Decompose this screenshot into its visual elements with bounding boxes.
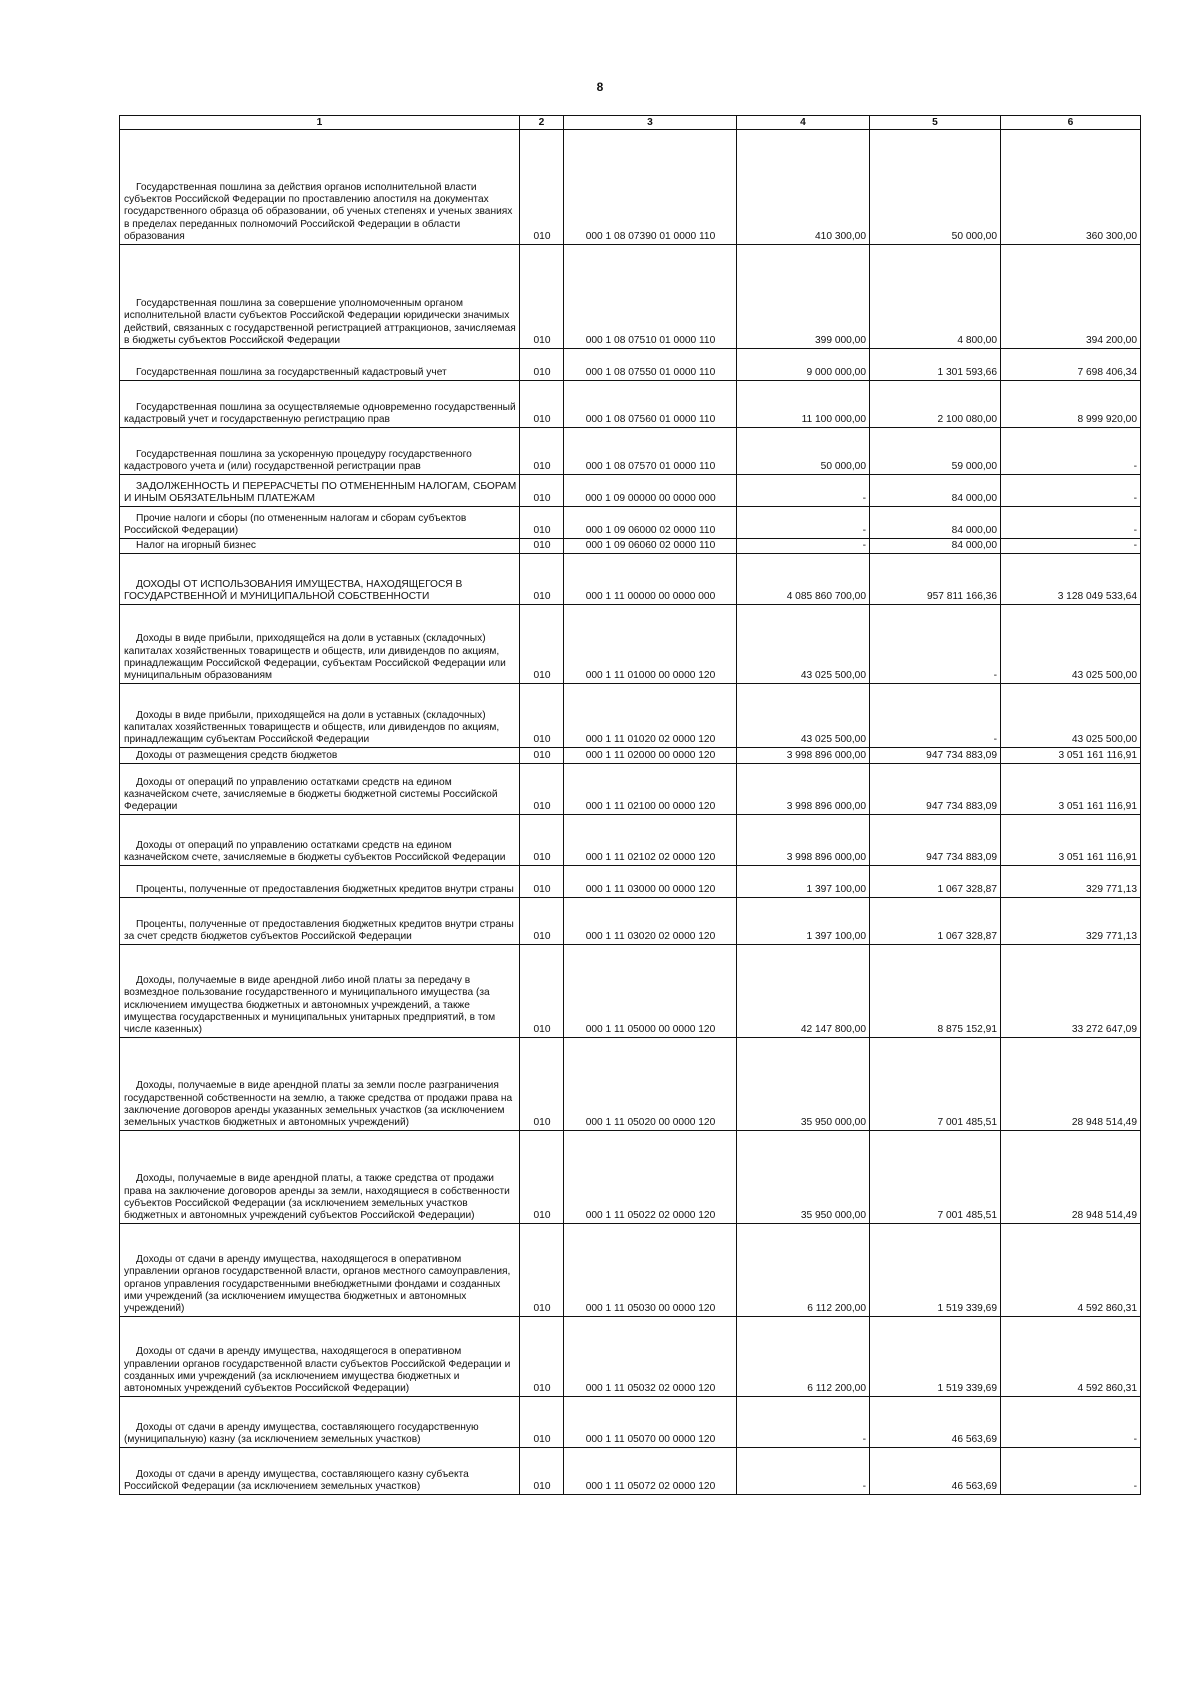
row-executed: 947 734 883,09 xyxy=(870,748,1001,764)
table-row xyxy=(120,507,1141,539)
row-executed: 59 000,00 xyxy=(870,428,1001,475)
row-executed: 957 811 166,36 xyxy=(870,554,1001,605)
table-row xyxy=(120,1224,1141,1317)
row-remaining: 33 272 647,09 xyxy=(1001,945,1141,1038)
row-approved: 6 112 200,00 xyxy=(737,1224,870,1317)
table-row xyxy=(120,1448,1141,1495)
table-row xyxy=(120,815,1141,866)
row-remaining: - xyxy=(1001,507,1141,539)
row-approved: 3 998 896 000,00 xyxy=(737,815,870,866)
row-approved: 4 085 860 700,00 xyxy=(737,554,870,605)
row-approved: 50 000,00 xyxy=(737,428,870,475)
row-executed: 4 800,00 xyxy=(870,245,1001,349)
row-line-code: 010 xyxy=(520,898,564,945)
row-name: ЗАДОЛЖЕННОСТЬ И ПЕРЕРАСЧЕТЫ ПО ОТМЕНЕННЫМ НАЛОГАМ, СБОРАМ И ИНЫМ ОБЯЗАТЕЛЬНЫМ ПЛАТЕЖАМ xyxy=(120,475,520,507)
header-row xyxy=(120,116,1141,130)
column-header: 5 xyxy=(870,116,1001,130)
table-row xyxy=(120,898,1141,945)
table-row xyxy=(120,1131,1141,1224)
row-name: Проценты, полученные от предоставления бюджетных кредитов внутри страны за счет средств бюджетов субъектов Российской Федерации xyxy=(120,898,520,945)
row-line-code: 010 xyxy=(520,507,564,539)
row-approved: 35 950 000,00 xyxy=(737,1038,870,1131)
table-row xyxy=(120,554,1141,605)
row-executed: 1 301 593,66 xyxy=(870,349,1001,381)
row-budget-code: 000 1 08 07550 01 0000 110 xyxy=(564,349,737,381)
row-budget-code: 000 1 11 05020 00 0000 120 xyxy=(564,1038,737,1131)
row-name: Доходы в виде прибыли, приходящейся на доли в уставных (складочных) капиталах хозяйственных товариществ и обществ, или дивидендов по акциям, принадлежащим субъектам Российской Федерации xyxy=(120,684,520,748)
row-remaining: - xyxy=(1001,539,1141,554)
row-line-code: 010 xyxy=(520,1317,564,1397)
column-header: 1 xyxy=(120,116,520,130)
row-budget-code: 000 1 09 00000 00 0000 000 xyxy=(564,475,737,507)
table-row xyxy=(120,764,1141,815)
revenue-table xyxy=(119,115,1141,1495)
row-executed: 1 067 328,87 xyxy=(870,866,1001,898)
row-approved: 43 025 500,00 xyxy=(737,605,870,684)
row-approved: 43 025 500,00 xyxy=(737,684,870,748)
row-remaining: 28 948 514,49 xyxy=(1001,1038,1141,1131)
row-name: Доходы от операций по управлению остатками средств на едином казначейском счете, зачисляемые в бюджеты бюджетной системы Российской Федерации xyxy=(120,764,520,815)
row-executed: 947 734 883,09 xyxy=(870,764,1001,815)
row-executed: 1 067 328,87 xyxy=(870,898,1001,945)
row-approved: 3 998 896 000,00 xyxy=(737,748,870,764)
column-header: 4 xyxy=(737,116,870,130)
row-name: Доходы, получаемые в виде арендной либо иной платы за передачу в возмездное пользование государственного и муниципального имущества (за исключением имущества бюджетных и автономных учреждений, а также имущества государственных и муниципальных унитарных предприятий, в том числе казенных) xyxy=(120,945,520,1038)
table-row xyxy=(120,748,1141,764)
table-row xyxy=(120,866,1141,898)
row-budget-code: 000 1 11 03000 00 0000 120 xyxy=(564,866,737,898)
row-approved: 11 100 000,00 xyxy=(737,381,870,428)
row-budget-code: 000 1 08 07570 01 0000 110 xyxy=(564,428,737,475)
row-approved: - xyxy=(737,1397,870,1448)
row-executed: - xyxy=(870,684,1001,748)
row-line-code: 010 xyxy=(520,684,564,748)
table-row xyxy=(120,245,1141,349)
row-approved: 399 000,00 xyxy=(737,245,870,349)
row-line-code: 010 xyxy=(520,428,564,475)
row-approved: - xyxy=(737,1448,870,1495)
row-remaining: 7 698 406,34 xyxy=(1001,349,1141,381)
row-budget-code: 000 1 11 05072 02 0000 120 xyxy=(564,1448,737,1495)
row-remaining: 28 948 514,49 xyxy=(1001,1131,1141,1224)
row-budget-code: 000 1 11 02102 02 0000 120 xyxy=(564,815,737,866)
row-line-code: 010 xyxy=(520,475,564,507)
row-executed: 947 734 883,09 xyxy=(870,815,1001,866)
row-line-code: 010 xyxy=(520,605,564,684)
row-name: Доходы от сдачи в аренду имущества, находящегося в оперативном управлении органов государственной власти, органов местного самоуправления, органов управления государственными внебюджетными фондами и созданных ими учреждений (за исключением имущества бюджетных и автономных учреждений) xyxy=(120,1224,520,1317)
row-budget-code: 000 1 08 07560 01 0000 110 xyxy=(564,381,737,428)
row-name: Прочие налоги и сборы (по отмененным налогам и сборам субъектов Российской Федерации) xyxy=(120,507,520,539)
row-approved: 410 300,00 xyxy=(737,130,870,245)
row-budget-code: 000 1 11 05000 00 0000 120 xyxy=(564,945,737,1038)
row-name: Государственная пошлина за осуществляемые одновременно государственный кадастровый учет и государственную регистрацию прав xyxy=(120,381,520,428)
row-executed: 8 875 152,91 xyxy=(870,945,1001,1038)
row-approved: 1 397 100,00 xyxy=(737,866,870,898)
row-remaining: 394 200,00 xyxy=(1001,245,1141,349)
row-line-code: 010 xyxy=(520,815,564,866)
column-header: 3 xyxy=(564,116,737,130)
table-row xyxy=(120,381,1141,428)
row-remaining: 329 771,13 xyxy=(1001,866,1141,898)
row-remaining: 329 771,13 xyxy=(1001,898,1141,945)
row-remaining: - xyxy=(1001,475,1141,507)
row-approved: 35 950 000,00 xyxy=(737,1131,870,1224)
table-row xyxy=(120,605,1141,684)
column-header: 6 xyxy=(1001,116,1141,130)
row-name: Доходы от размещения средств бюджетов xyxy=(120,748,520,764)
table-row xyxy=(120,130,1141,245)
row-name: Доходы от сдачи в аренду имущества, составляющего государственную (муниципальную) казну (за исключением земельных участков) xyxy=(120,1397,520,1448)
row-line-code: 010 xyxy=(520,1397,564,1448)
row-remaining: 3 051 161 116,91 xyxy=(1001,748,1141,764)
row-approved: 3 998 896 000,00 xyxy=(737,764,870,815)
row-name: Доходы, получаемые в виде арендной платы за земли после разграничения государственной собственности на землю, а также средства от продажи права на заключение договоров аренды указанных земельных участков (за исключением земельных участков бюджетных и автономных учреждений) xyxy=(120,1038,520,1131)
row-name: Государственная пошлина за государственный кадастровый учет xyxy=(120,349,520,381)
row-budget-code: 000 1 11 03020 02 0000 120 xyxy=(564,898,737,945)
row-name: Государственная пошлина за ускоренную процедуру государственного кадастрового учета и (или) государственной регистрации прав xyxy=(120,428,520,475)
row-line-code: 010 xyxy=(520,349,564,381)
row-remaining: 43 025 500,00 xyxy=(1001,605,1141,684)
row-remaining: 43 025 500,00 xyxy=(1001,684,1141,748)
row-budget-code: 000 1 11 00000 00 0000 000 xyxy=(564,554,737,605)
row-line-code: 010 xyxy=(520,245,564,349)
row-executed: 1 519 339,69 xyxy=(870,1224,1001,1317)
row-budget-code: 000 1 09 06060 02 0000 110 xyxy=(564,539,737,554)
column-header: 2 xyxy=(520,116,564,130)
table-row xyxy=(120,1397,1141,1448)
row-line-code: 010 xyxy=(520,945,564,1038)
page-number: 8 xyxy=(596,80,604,94)
row-remaining: - xyxy=(1001,428,1141,475)
row-line-code: 010 xyxy=(520,554,564,605)
table-row xyxy=(120,945,1141,1038)
table-row xyxy=(120,428,1141,475)
row-line-code: 010 xyxy=(520,130,564,245)
row-budget-code: 000 1 11 05070 00 0000 120 xyxy=(564,1397,737,1448)
row-remaining: 3 051 161 116,91 xyxy=(1001,815,1141,866)
row-remaining: - xyxy=(1001,1448,1141,1495)
row-executed: - xyxy=(870,605,1001,684)
row-executed: 1 519 339,69 xyxy=(870,1317,1001,1397)
row-line-code: 010 xyxy=(520,1224,564,1317)
row-approved: - xyxy=(737,475,870,507)
row-remaining: 360 300,00 xyxy=(1001,130,1141,245)
row-budget-code: 000 1 11 02100 00 0000 120 xyxy=(564,764,737,815)
row-executed: 7 001 485,51 xyxy=(870,1131,1001,1224)
row-budget-code: 000 1 08 07510 01 0000 110 xyxy=(564,245,737,349)
row-line-code: 010 xyxy=(520,1448,564,1495)
row-remaining: - xyxy=(1001,1397,1141,1448)
row-budget-code: 000 1 11 01000 00 0000 120 xyxy=(564,605,737,684)
row-name: Доходы, получаемые в виде арендной платы, а также средства от продажи права на заключение договоров аренды за земли, находящиеся в собственности субъектов Российской Федерации (за исключением земельных участков бюджетных и автономных учреждений субъектов Российской Федерации) xyxy=(120,1131,520,1224)
row-executed: 46 563,69 xyxy=(870,1448,1001,1495)
row-line-code: 010 xyxy=(520,748,564,764)
row-line-code: 010 xyxy=(520,1131,564,1224)
row-budget-code: 000 1 09 06000 02 0000 110 xyxy=(564,507,737,539)
row-line-code: 010 xyxy=(520,539,564,554)
row-name: Налог на игорный бизнес xyxy=(120,539,520,554)
row-executed: 2 100 080,00 xyxy=(870,381,1001,428)
row-remaining: 4 592 860,31 xyxy=(1001,1317,1141,1397)
table-row xyxy=(120,1317,1141,1397)
table-row xyxy=(120,349,1141,381)
row-executed: 84 000,00 xyxy=(870,475,1001,507)
table-row xyxy=(120,1038,1141,1131)
row-executed: 7 001 485,51 xyxy=(870,1038,1001,1131)
row-line-code: 010 xyxy=(520,1038,564,1131)
row-name: Доходы от сдачи в аренду имущества, составляющего казну субъекта Российской Федерации (за исключением земельных участков) xyxy=(120,1448,520,1495)
row-name: ДОХОДЫ ОТ ИСПОЛЬЗОВАНИЯ ИМУЩЕСТВА, НАХОДЯЩЕГОСЯ В ГОСУДАРСТВЕННОЙ И МУНИЦИПАЛЬНОЙ СОБСТВЕННОСТИ xyxy=(120,554,520,605)
row-budget-code: 000 1 11 05032 02 0000 120 xyxy=(564,1317,737,1397)
table-row xyxy=(120,475,1141,507)
row-remaining: 3 051 161 116,91 xyxy=(1001,764,1141,815)
row-budget-code: 000 1 11 02000 00 0000 120 xyxy=(564,748,737,764)
row-name: Проценты, полученные от предоставления бюджетных кредитов внутри страны xyxy=(120,866,520,898)
row-budget-code: 000 1 08 07390 01 0000 110 xyxy=(564,130,737,245)
row-name: Доходы от сдачи в аренду имущества, находящегося в оперативном управлении органов государственной власти субъектов Российской Федерации и созданных ими учреждений (за исключением имущества бюджетных и автономных учреждений субъектов Российской Федерации) xyxy=(120,1317,520,1397)
row-executed: 84 000,00 xyxy=(870,507,1001,539)
table-row xyxy=(120,684,1141,748)
row-executed: 84 000,00 xyxy=(870,539,1001,554)
row-approved: 9 000 000,00 xyxy=(737,349,870,381)
row-executed: 46 563,69 xyxy=(870,1397,1001,1448)
row-name: Доходы в виде прибыли, приходящейся на доли в уставных (складочных) капиталах хозяйственных товариществ и обществ, или дивидендов по акциям, принадлежащим Российской Федерации, субъектам Российской Федерации или муниципальным образованиям xyxy=(120,605,520,684)
row-remaining: 3 128 049 533,64 xyxy=(1001,554,1141,605)
row-budget-code: 000 1 11 05022 02 0000 120 xyxy=(564,1131,737,1224)
row-remaining: 4 592 860,31 xyxy=(1001,1224,1141,1317)
row-approved: 1 397 100,00 xyxy=(737,898,870,945)
table-row xyxy=(120,539,1141,554)
row-line-code: 010 xyxy=(520,764,564,815)
row-approved: 6 112 200,00 xyxy=(737,1317,870,1397)
row-name: Государственная пошлина за совершение уполномоченным органом исполнительной власти субъектов Российской Федерации юридически значимых действий, связанных с государственной регистрацией аттракционов, зачисляемая в бюджеты субъектов Российской Федерации xyxy=(120,245,520,349)
row-approved: - xyxy=(737,507,870,539)
row-line-code: 010 xyxy=(520,381,564,428)
row-budget-code: 000 1 11 05030 00 0000 120 xyxy=(564,1224,737,1317)
row-remaining: 8 999 920,00 xyxy=(1001,381,1141,428)
row-name: Государственная пошлина за действия органов исполнительной власти субъектов Российской Федерации по проставлению апостиля на документах государственного образца об образовании, об ученых степенях и ученых званиях в пределах переданных полномочий Российской Федерации в области образования xyxy=(120,130,520,245)
row-executed: 50 000,00 xyxy=(870,130,1001,245)
row-approved: - xyxy=(737,539,870,554)
row-budget-code: 000 1 11 01020 02 0000 120 xyxy=(564,684,737,748)
row-approved: 42 147 800,00 xyxy=(737,945,870,1038)
row-line-code: 010 xyxy=(520,866,564,898)
row-name: Доходы от операций по управлению остатками средств на едином казначейском счете, зачисляемые в бюджеты субъектов Российской Федерации xyxy=(120,815,520,866)
